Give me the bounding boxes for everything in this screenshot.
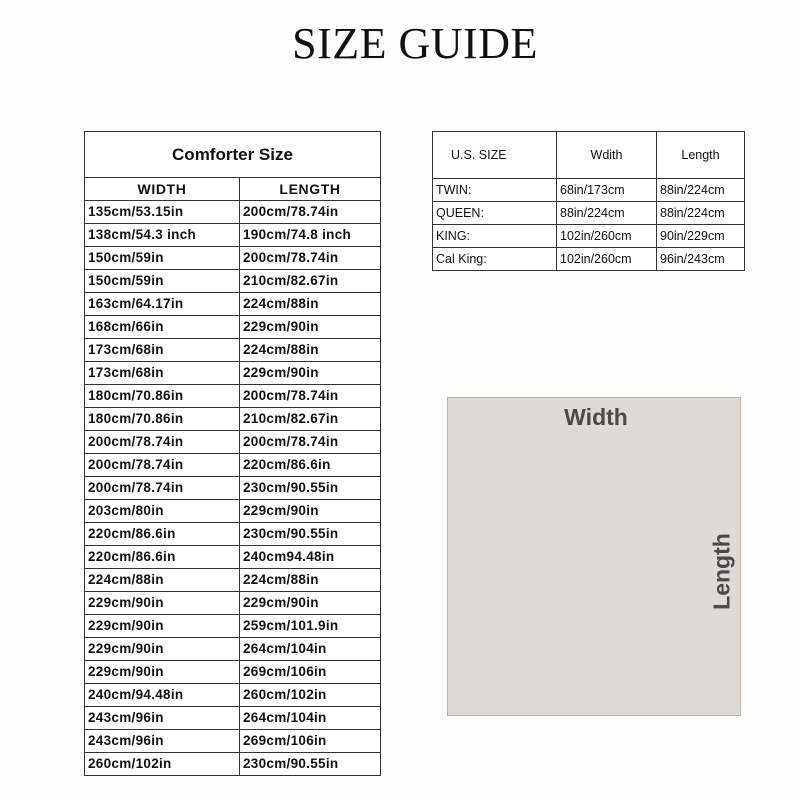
size-name-cell: KING: xyxy=(433,225,557,247)
width-cell xyxy=(85,385,240,407)
table-row xyxy=(85,592,380,615)
table-row xyxy=(85,339,380,362)
width-cell xyxy=(85,247,240,269)
page-title: SIZE GUIDE xyxy=(292,19,538,68)
us-table-header xyxy=(433,132,744,179)
width-value: 243cm/96in xyxy=(88,710,164,725)
size-length-cell: 88in/224cm xyxy=(660,206,725,220)
length-cell xyxy=(240,684,380,706)
length-value: 200cm/78.74in xyxy=(243,434,339,449)
width-value: 224cm/88in xyxy=(88,572,164,587)
width-value: 229cm/90in xyxy=(88,595,164,610)
table-row xyxy=(433,248,744,270)
table-row xyxy=(85,293,380,316)
length-value: 269cm/106in xyxy=(243,733,327,748)
width-cell xyxy=(85,362,240,384)
length-value: 190cm/74.8 inch xyxy=(243,227,352,242)
width-value: 200cm/78.74in xyxy=(88,457,184,472)
width-cell xyxy=(85,592,240,614)
width-value: 150cm/59in xyxy=(88,250,164,265)
length-value: 230cm/90.55in xyxy=(243,526,339,541)
length-value: 200cm/78.74in xyxy=(243,388,339,403)
length-cell xyxy=(240,201,380,223)
table-row xyxy=(433,179,744,202)
table-row xyxy=(85,753,380,775)
us-width-column-header: Wdith xyxy=(557,132,657,178)
table-row xyxy=(85,477,380,500)
length-cell xyxy=(240,454,380,476)
comforter-table-body xyxy=(85,201,380,775)
length-cell xyxy=(240,293,380,315)
width-value: 180cm/70.86in xyxy=(88,411,184,426)
table-row xyxy=(85,247,380,270)
width-cell xyxy=(85,477,240,499)
width-cell xyxy=(85,431,240,453)
width-column-header: WIDTH xyxy=(85,178,240,200)
size-length-cell: 88in/224cm xyxy=(660,183,725,197)
table-row xyxy=(433,225,744,248)
width-cell xyxy=(85,707,240,729)
width-value: 200cm/78.74in xyxy=(88,480,184,495)
size-width-cell: 88in/224cm xyxy=(557,202,657,224)
table-row xyxy=(85,431,380,454)
table-row xyxy=(85,523,380,546)
size-width-cell: 102in/260cm xyxy=(557,248,657,270)
length-cell xyxy=(240,408,380,430)
length-cell xyxy=(240,730,380,752)
table-row xyxy=(85,500,380,523)
length-value: 210cm/82.67in xyxy=(243,411,339,426)
table-row xyxy=(433,202,744,225)
width-value: 173cm/68in xyxy=(88,365,164,380)
width-value: 240cm/94.48in xyxy=(88,687,184,702)
table-row xyxy=(85,224,380,247)
width-value: 229cm/90in xyxy=(88,664,164,679)
length-column-header: LENGTH xyxy=(279,181,341,197)
length-value: 240cm94.48in xyxy=(243,549,335,564)
length-value: 269cm/106in xyxy=(243,664,327,679)
width-cell xyxy=(85,615,240,637)
width-cell xyxy=(85,224,240,246)
size-name-cell: TWIN: xyxy=(433,179,557,201)
width-value: 229cm/90in xyxy=(88,641,164,656)
width-cell xyxy=(85,661,240,683)
length-cell xyxy=(240,339,380,361)
table-row xyxy=(85,454,380,477)
length-cell xyxy=(240,638,380,660)
length-cell xyxy=(240,500,380,522)
width-cell xyxy=(85,684,240,706)
width-cell xyxy=(85,546,240,568)
width-cell xyxy=(85,638,240,660)
length-value: 230cm/90.55in xyxy=(243,480,339,495)
length-cell xyxy=(240,569,380,591)
us-length-column-header: Length xyxy=(681,148,720,162)
table-row xyxy=(85,201,380,224)
size-length-cell: 96in/243cm xyxy=(660,252,725,266)
width-value: 135cm/53.15in xyxy=(88,204,184,219)
length-value: 229cm/90in xyxy=(243,503,319,518)
us-table-body xyxy=(433,179,744,270)
width-value: 168cm/66in xyxy=(88,319,164,334)
table-row xyxy=(85,385,380,408)
length-cell xyxy=(240,661,380,683)
length-value: 264cm/104in xyxy=(243,641,327,656)
blanket-dimension-diagram xyxy=(447,397,741,716)
length-value: 224cm/88in xyxy=(243,572,319,587)
width-value: 243cm/96in xyxy=(88,733,164,748)
length-value: 229cm/90in xyxy=(243,319,319,334)
width-cell xyxy=(85,293,240,315)
width-cell xyxy=(85,339,240,361)
width-value: 260cm/102in xyxy=(88,756,172,771)
width-cell xyxy=(85,753,240,775)
table-row xyxy=(85,362,380,385)
length-cell xyxy=(240,224,380,246)
table-row xyxy=(85,661,380,684)
table-row xyxy=(85,615,380,638)
table-row xyxy=(85,316,380,339)
table-row xyxy=(85,638,380,661)
table-row xyxy=(85,569,380,592)
table-row xyxy=(85,546,380,569)
size-length-cell: 90in/229cm xyxy=(660,229,725,243)
width-cell xyxy=(85,201,240,223)
width-value: 203cm/80in xyxy=(88,503,164,518)
length-cell xyxy=(240,316,380,338)
length-value: 220cm/86.6in xyxy=(243,457,331,472)
width-cell xyxy=(85,500,240,522)
length-value: 210cm/82.67in xyxy=(243,273,339,288)
length-value: 260cm/102in xyxy=(243,687,327,702)
size-width-cell: 68in/173cm xyxy=(557,179,657,201)
us-size-column-header: U.S. SIZE xyxy=(433,132,557,178)
width-value: 163cm/64.17in xyxy=(88,296,184,311)
length-value: 259cm/101.9in xyxy=(243,618,339,633)
comforter-table-header xyxy=(85,178,380,201)
table-row xyxy=(85,730,380,753)
length-cell xyxy=(240,385,380,407)
length-cell xyxy=(240,247,380,269)
table-row xyxy=(85,707,380,730)
length-cell xyxy=(240,270,380,292)
length-cell xyxy=(240,592,380,614)
length-value: 264cm/104in xyxy=(243,710,327,725)
width-value: 229cm/90in xyxy=(88,618,164,633)
diagram-length-label: Length xyxy=(708,533,735,610)
size-name-cell: Cal King: xyxy=(433,248,557,270)
length-value: 200cm/78.74in xyxy=(243,250,339,265)
width-cell xyxy=(85,316,240,338)
length-cell xyxy=(240,707,380,729)
width-value: 200cm/78.74in xyxy=(88,434,184,449)
width-value: 138cm/54.3 inch xyxy=(88,227,197,242)
length-cell xyxy=(240,546,380,568)
length-value: 224cm/88in xyxy=(243,296,319,311)
width-cell xyxy=(85,454,240,476)
width-cell xyxy=(85,730,240,752)
us-size-table xyxy=(432,131,745,271)
length-cell xyxy=(240,431,380,453)
length-value: 200cm/78.74in xyxy=(243,204,339,219)
comforter-table-caption: Comforter Size xyxy=(85,132,380,178)
comforter-size-table xyxy=(84,131,381,776)
width-cell xyxy=(85,569,240,591)
table-row xyxy=(85,408,380,431)
width-cell xyxy=(85,408,240,430)
length-value: 230cm/90.55in xyxy=(243,756,339,771)
length-cell xyxy=(240,753,380,775)
length-value: 229cm/90in xyxy=(243,595,319,610)
width-value: 150cm/59in xyxy=(88,273,164,288)
width-value: 220cm/86.6in xyxy=(88,526,176,541)
width-value: 173cm/68in xyxy=(88,342,164,357)
size-name-cell: QUEEN: xyxy=(433,202,557,224)
length-cell xyxy=(240,523,380,545)
length-cell xyxy=(240,477,380,499)
width-cell xyxy=(85,523,240,545)
width-value: 220cm/86.6in xyxy=(88,549,176,564)
table-row xyxy=(85,684,380,707)
length-value: 229cm/90in xyxy=(243,365,319,380)
length-cell xyxy=(240,615,380,637)
size-width-cell: 102in/260cm xyxy=(557,225,657,247)
width-cell xyxy=(85,270,240,292)
length-cell xyxy=(240,362,380,384)
diagram-width-label: Width xyxy=(564,404,628,430)
width-value: 180cm/70.86in xyxy=(88,388,184,403)
length-value: 224cm/88in xyxy=(243,342,319,357)
table-row xyxy=(85,270,380,293)
